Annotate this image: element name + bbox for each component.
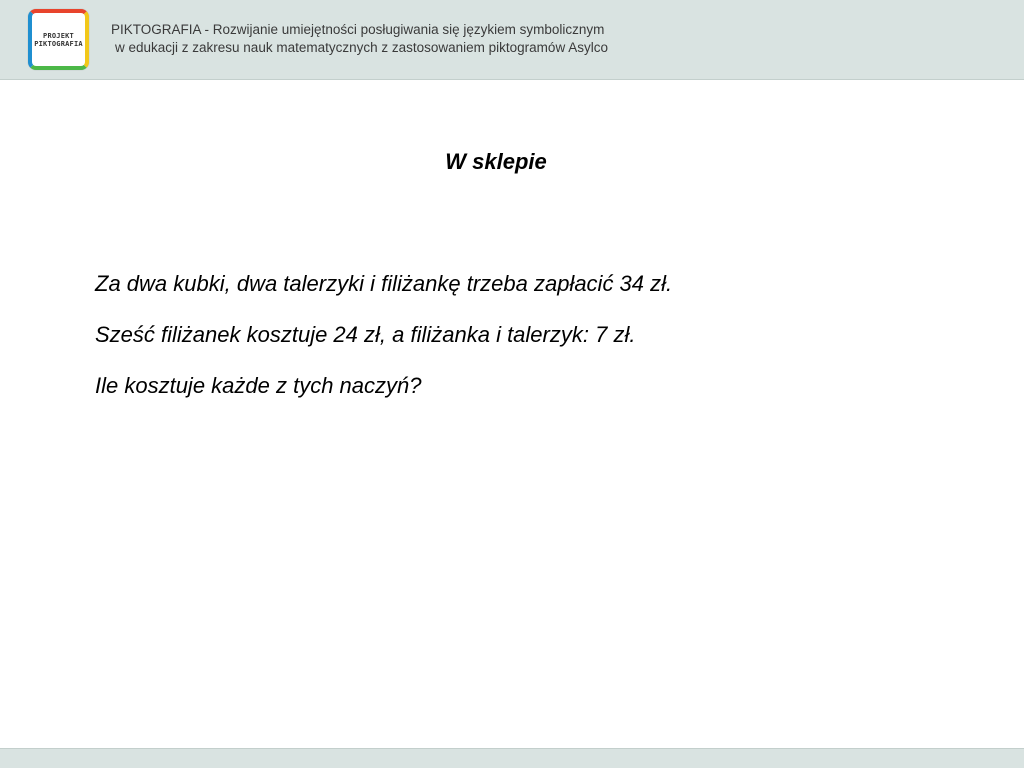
header-title [111,21,608,57]
header-title-line1: PIKTOGRAFIA - Rozwijanie umiejętności posługiwania się językiem symbolicznym [111,22,605,37]
projekt-piktografia-logo [28,9,89,70]
footer-bar [0,748,1024,768]
header-bar [0,0,1024,80]
logo-text-line2: PIKTOGRAFIA [34,39,83,48]
problem-line-2: Sześć filiżanek kosztuje 24 zł, a filiżanka i talerzyk: 7 zł. [95,322,636,347]
problem-line-1: Za dwa kubki, dwa talerzyki i filiżankę trzeba zapłacić 34 zł. [95,271,673,296]
logo-text-line1: PROJEKT [43,31,74,40]
slide-title: W sklepie [445,149,547,174]
problem-line-3: Ile kosztuje każde z tych naczyń? [95,373,422,398]
header-title-line2: w edukacji z zakresu nauk matematycznych z zastosowaniem piktogramów Asylco [115,40,608,55]
problem-text [95,269,672,422]
